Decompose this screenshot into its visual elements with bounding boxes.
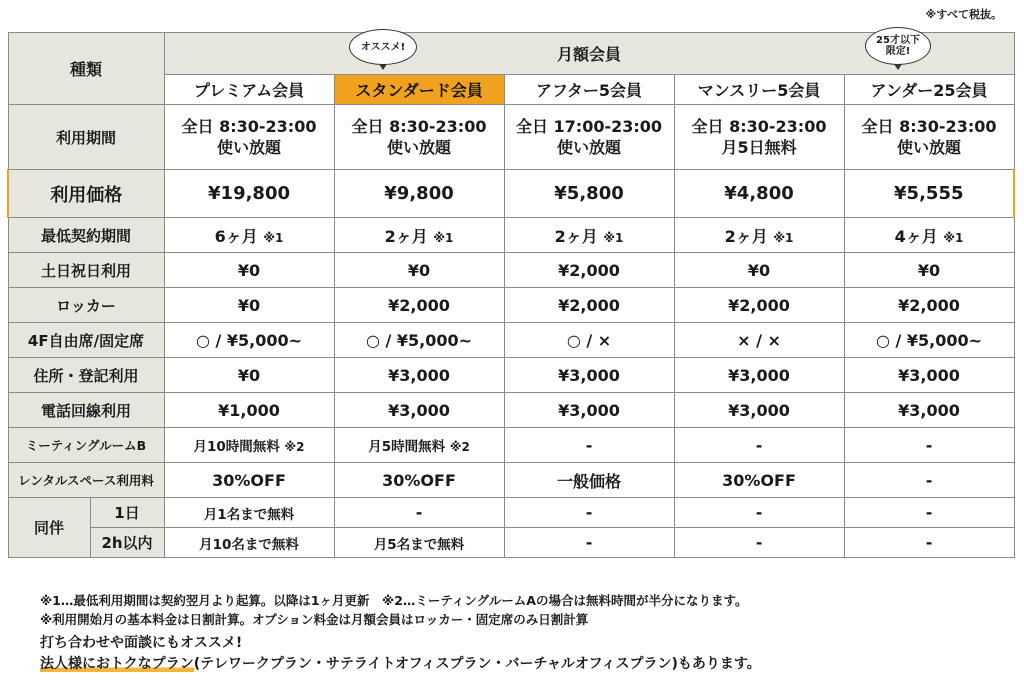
row-label: 4F自由席/固定席 [8, 323, 164, 358]
row-companion-day [8, 498, 1014, 528]
row-phone [8, 393, 1014, 428]
locker-cell: ¥2,000 [504, 288, 674, 323]
period-cell: 全日 8:30-23:00 使い放題 [334, 105, 504, 170]
seat-cell: ○ / ¥5,000~ [844, 323, 1014, 358]
rental-cell: - [844, 463, 1014, 498]
address-cell: ¥3,000 [844, 358, 1014, 393]
locker-cell: ¥2,000 [674, 288, 844, 323]
price-cell: ¥5,800 [504, 170, 674, 218]
companion-cell: - [674, 528, 844, 558]
bubble-text: 25才以下 限定! [876, 35, 920, 57]
min-contract-cell: 2ヶ月 ※1 [674, 218, 844, 253]
row-meeting [8, 428, 1014, 463]
footnote-1: ※1…最低利用期間は契約翌月より起算。以降は1ヶ月更新 ※2…ミーティングルームAの場合は無料時間が半分になります。 [40, 593, 748, 608]
row-label: 電話回線利用 [8, 393, 164, 428]
row-companion-2h [8, 528, 1014, 558]
footnotes [40, 591, 747, 629]
companion-cell: 月5名まで無料 [334, 528, 504, 558]
row-label: レンタルスペース利用料 [8, 463, 164, 498]
rental-cell: 30%OFF [674, 463, 844, 498]
period-cell: 全日 17:00-23:00 使い放題 [504, 105, 674, 170]
row-label: 利用価格 [8, 170, 164, 218]
bubble-text: オススメ! [360, 41, 406, 53]
plan-under25: アンダー25会員 [844, 75, 1014, 105]
seat-cell: × / × [674, 323, 844, 358]
meeting-cell: - [844, 428, 1014, 463]
plan-after5: アフター5会員 [504, 75, 674, 105]
price-cell: ¥19,800 [164, 170, 334, 218]
plan-premium: プレミアム会員 [164, 75, 334, 105]
row-label: ミーティングルームB [8, 428, 164, 463]
address-cell: ¥3,000 [334, 358, 504, 393]
row-label: 同伴 [8, 498, 90, 558]
companion-cell: - [504, 528, 674, 558]
locker-cell: ¥2,000 [334, 288, 504, 323]
price-cell: ¥4,800 [674, 170, 844, 218]
holiday-cell: ¥2,000 [504, 253, 674, 288]
seat-cell: ○ / ¥5,000~ [164, 323, 334, 358]
rental-cell: 一般価格 [504, 463, 674, 498]
footnote-2: ※利用開始月の基本料金は日割計算。オプション料金は月額会員はロッカー・固定席のみ日割計算 [40, 612, 589, 627]
period-cell: 全日 8:30-23:00 月5日無料 [674, 105, 844, 170]
row-label: 利用期間 [8, 105, 164, 170]
under25-speech-bubble [865, 27, 931, 65]
holiday-cell: ¥0 [334, 253, 504, 288]
seat-cell: ○ / ¥5,000~ [334, 323, 504, 358]
row-rental [8, 463, 1014, 498]
promo-line-1: 打ち合わせや面談にもオススメ! [40, 635, 243, 651]
type-header: 種類 [8, 33, 164, 105]
min-contract-cell: 2ヶ月 ※1 [334, 218, 504, 253]
companion-cell: - [674, 498, 844, 528]
price-cell: ¥5,555 [844, 170, 1014, 218]
companion-cell: - [844, 528, 1014, 558]
period-cell: 全日 8:30-23:00 使い放題 [844, 105, 1014, 170]
row-price [8, 170, 1014, 218]
address-cell: ¥3,000 [504, 358, 674, 393]
companion-cell: - [334, 498, 504, 528]
bubble-tail [379, 64, 387, 70]
tax-note: ※すべて税抜。 [925, 8, 1002, 21]
corporate-plan-highlight: 法人様におトクなプラン [40, 656, 194, 672]
sub-row-label: 2h以内 [90, 528, 164, 558]
min-contract-cell: 2ヶ月 ※1 [504, 218, 674, 253]
locker-cell: ¥2,000 [844, 288, 1014, 323]
companion-cell: 月10名まで無料 [164, 528, 334, 558]
bubble-tail [894, 64, 902, 70]
row-label: 土日祝日利用 [8, 253, 164, 288]
row-locker [8, 288, 1014, 323]
recommended-speech-bubble [349, 29, 417, 65]
locker-cell: ¥0 [164, 288, 334, 323]
address-cell: ¥0 [164, 358, 334, 393]
sub-row-label: 1日 [90, 498, 164, 528]
phone-cell: ¥3,000 [844, 393, 1014, 428]
phone-cell: ¥3,000 [674, 393, 844, 428]
min-contract-cell: 6ヶ月 ※1 [164, 218, 334, 253]
plan-monthly5: マンスリー5会員 [674, 75, 844, 105]
meeting-cell: - [504, 428, 674, 463]
phone-cell: ¥3,000 [334, 393, 504, 428]
period-cell: 全日 8:30-23:00 使い放題 [164, 105, 334, 170]
promo-line-2: 法人様におトクなプラン(テレワークプラン・サテライトオフィスプラン・バーチャルオフィスプラン)もあります。 [40, 656, 761, 672]
price-cell: ¥9,800 [334, 170, 504, 218]
row-label: 住所・登記利用 [8, 358, 164, 393]
pricing-table [7, 32, 1015, 558]
holiday-cell: ¥0 [674, 253, 844, 288]
meeting-cell: - [674, 428, 844, 463]
phone-cell: ¥3,000 [504, 393, 674, 428]
row-holiday [8, 253, 1014, 288]
holiday-cell: ¥0 [164, 253, 334, 288]
meeting-cell: 月5時間無料 ※2 [334, 428, 504, 463]
rental-cell: 30%OFF [334, 463, 504, 498]
row-address [8, 358, 1014, 393]
min-contract-cell: 4ヶ月 ※1 [844, 218, 1014, 253]
row-label: 最低契約期間 [8, 218, 164, 253]
rental-cell: 30%OFF [164, 463, 334, 498]
phone-cell: ¥1,000 [164, 393, 334, 428]
address-cell: ¥3,000 [674, 358, 844, 393]
meeting-cell: 月10時間無料 ※2 [164, 428, 334, 463]
row-period [8, 105, 1014, 170]
companion-cell: - [504, 498, 674, 528]
promo-text [40, 633, 761, 675]
monthly-member-header: 月額会員 [164, 33, 1014, 75]
seat-cell: ○ / × [504, 323, 674, 358]
row-label: ロッカー [8, 288, 164, 323]
companion-cell: - [844, 498, 1014, 528]
row-min-contract [8, 218, 1014, 253]
companion-cell: 月1名まで無料 [164, 498, 334, 528]
plan-standard: スタンダード会員 [334, 75, 504, 105]
row-seat [8, 323, 1014, 358]
holiday-cell: ¥0 [844, 253, 1014, 288]
